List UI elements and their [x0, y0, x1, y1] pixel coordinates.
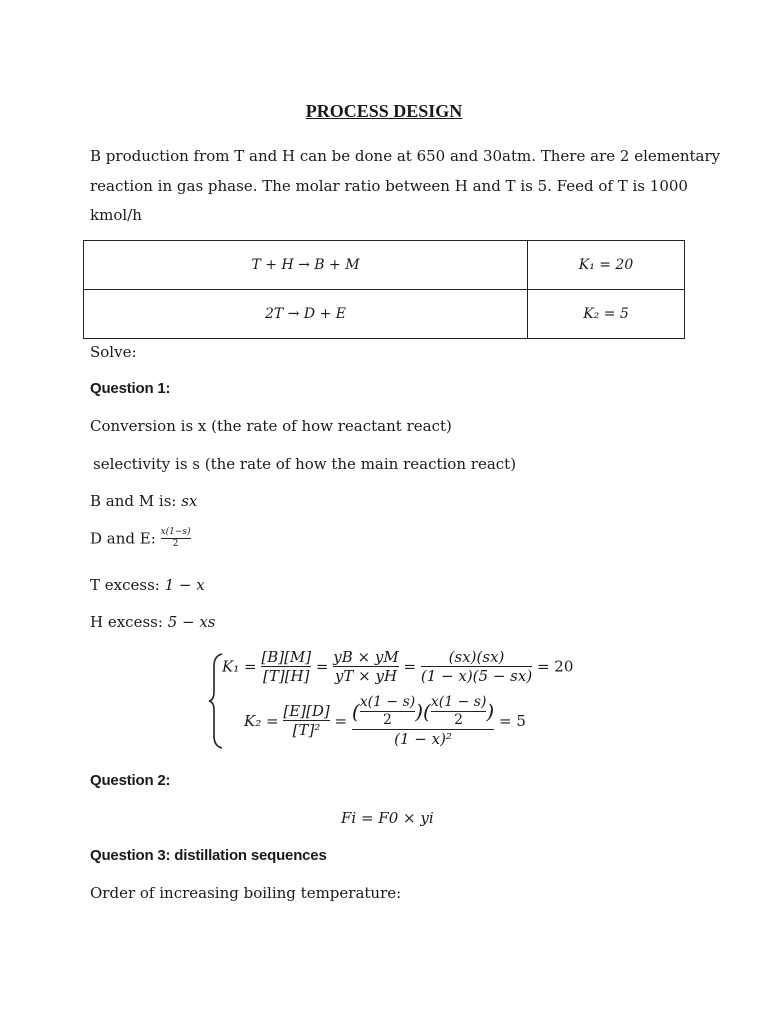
k1-fraction-concentrations — [261, 648, 311, 685]
equals-sign: = — [315, 657, 329, 676]
k2-inner-a-numerator: x(1 − s) — [359, 694, 416, 710]
selectivity-text: selectivity is s (the rate of how the main reaction react) — [93, 455, 517, 473]
k1-f3-denominator: (1 − x)(5 − sx) — [420, 667, 533, 685]
d-e-numerator: x(1−s) — [160, 527, 191, 537]
k1-fraction-conversion — [421, 648, 532, 685]
d-e-label: D and E: — [90, 529, 156, 548]
k2-f2-denominator: (1 − x)² — [352, 729, 494, 748]
k2-fraction-concentrations — [283, 702, 329, 739]
k2-inner-b-denominator: 2 — [431, 711, 487, 729]
k1-f1-denominator: [T][H] — [262, 667, 310, 685]
k2-fraction-conversion — [352, 694, 494, 748]
question-2-heading: Question 2: — [90, 772, 171, 789]
paren-close: ) — [415, 699, 424, 724]
k2-inner-a-denominator: 2 — [360, 711, 416, 729]
k2-f2-numerator — [352, 694, 494, 729]
k1-f2-numerator: yB × yM — [333, 648, 399, 666]
k2-inner-fraction-b — [431, 694, 487, 729]
solve-label: Solve: — [90, 343, 137, 361]
table-row — [84, 290, 685, 339]
t-excess-line — [90, 570, 205, 600]
conversion-text: Conversion is x (the rate of how reactant react) — [90, 417, 452, 435]
reactions-table — [83, 240, 685, 339]
b-m-line — [90, 486, 197, 516]
t-excess-expr: 1 − x — [164, 576, 205, 594]
k2-f1-denominator: [T]² — [283, 720, 329, 739]
reaction-constant: K₁ = 20 — [528, 241, 685, 290]
k2-lhs: K₂ = — [244, 711, 279, 730]
equals-sign: = — [403, 657, 417, 676]
paren-open: ( — [423, 699, 431, 724]
b-m-expr: sx — [181, 492, 198, 510]
k1-f1-numerator: [B][M] — [261, 648, 312, 666]
h-excess-label: H excess: — [90, 613, 163, 631]
d-e-line — [90, 527, 191, 550]
d-e-denominator: 2 — [161, 538, 191, 550]
equals-sign: = — [334, 711, 348, 730]
paren-close: ) — [486, 699, 495, 724]
b-m-label: B and M is: — [90, 492, 177, 510]
reaction-equation: 2T → D + E — [84, 290, 528, 339]
k1-rhs: = 20 — [536, 657, 574, 676]
k1-equation — [222, 648, 573, 685]
h-excess-expr: 5 − xs — [167, 613, 216, 631]
table-row — [84, 241, 685, 290]
question-1-heading: Question 1: — [90, 380, 171, 397]
d-e-fraction — [161, 527, 191, 550]
k2-rhs: = 5 — [499, 711, 526, 730]
k1-fraction-mole-fractions — [333, 648, 398, 685]
intro-line-3: kmol/h — [90, 206, 142, 224]
h-excess-line — [90, 607, 216, 637]
intro-line-2: reaction in gas phase. The molar ratio between H and T is 5. Feed of T is 1000 — [90, 177, 688, 195]
reaction-equation: T + H → B + M — [84, 241, 528, 290]
question-3-heading: Question 3: distillation sequences — [90, 847, 327, 864]
paren-open: ( — [351, 699, 360, 724]
document-title: PROCESS DESIGN — [305, 101, 463, 121]
question-3-text: Order of increasing boiling temperature: — [90, 884, 402, 902]
reaction-constant: K₂ = 5 — [528, 290, 685, 339]
k2-equation — [244, 694, 526, 748]
k2-inner-b-numerator: x(1 − s) — [430, 694, 487, 710]
k1-lhs: K₁ = — [222, 657, 257, 676]
intro-line-1: B production from T and H can be done at 650 and 30atm. There are 2 elementary — [90, 147, 721, 165]
question-2-formula: Fi = F0 × yi — [341, 809, 434, 827]
k2-inner-fraction-a — [360, 694, 416, 729]
k1-f2-denominator: yT × yH — [334, 667, 398, 685]
k1-f3-numerator: (sx)(sx) — [448, 648, 505, 666]
t-excess-label: T excess: — [90, 576, 160, 594]
k2-f1-numerator: [E][D] — [283, 702, 330, 721]
